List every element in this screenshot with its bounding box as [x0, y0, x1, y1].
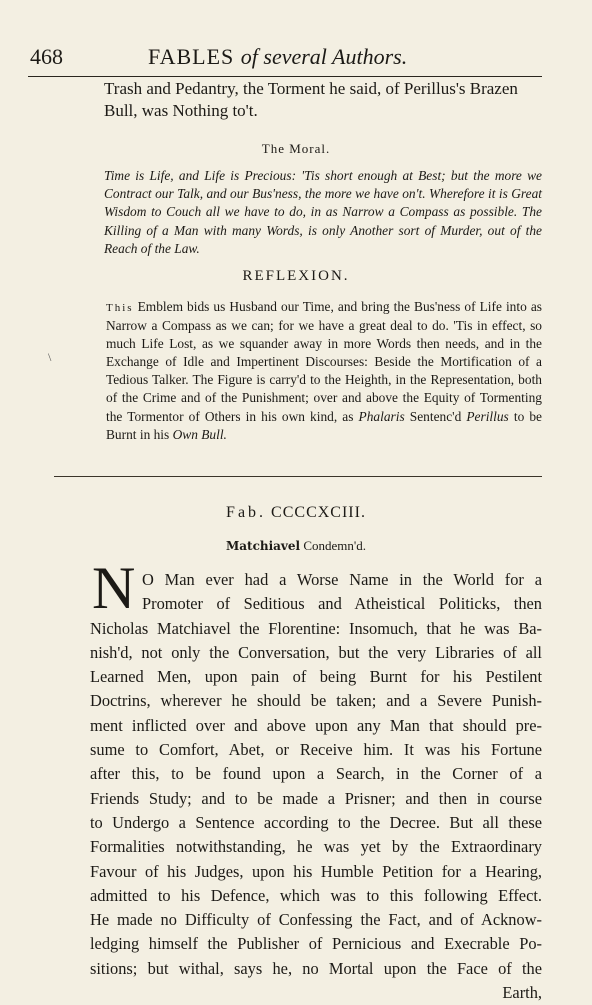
- reflexion-text-b: Sentenc'd: [404, 408, 467, 424]
- reflexion-name-perillus: Perillus: [466, 408, 509, 424]
- continued-text: [104, 78, 544, 122]
- reflexion-name-phalaris: Phalaris: [358, 408, 405, 424]
- moral-line: we Contract our Talk, and our Bus'ness, the more we have on't. Wherefore: [104, 168, 542, 202]
- running-title: [148, 44, 407, 70]
- body-line: Learned Men, upon pain of being Burnt for his Pestilent: [90, 667, 542, 687]
- moral-text: [104, 167, 542, 258]
- body-line: Friends Study; and to be made a Prisner; and then in course: [90, 788, 542, 808]
- moral-line: as possible. The Killing of a Man with many Words, is only Another: [104, 204, 542, 238]
- fable-prefix: Fab.: [226, 504, 267, 521]
- reflexion-text: [106, 298, 542, 444]
- moral-heading: The Moral.: [261, 141, 331, 156]
- body-line: to Undergo a Sentence according to the Decree. But all these: [90, 812, 542, 832]
- fable-title: [0, 538, 592, 554]
- page-number: 468: [30, 44, 63, 69]
- fable-title-blackletter: Matchiavel: [225, 539, 301, 553]
- body-line: Formalities notwithstanding, he was yet by the Extraordinary: [90, 837, 542, 857]
- body-line: nish'd, not only the Conversation, but the very Libraries of all: [90, 642, 542, 662]
- body-line: after this, to be found upon a Search, in the Corner of a: [90, 764, 542, 784]
- body-line: Promoter of Seditious and Atheistical Politicks, then: [142, 594, 542, 614]
- reflexion-text-c: to be Burnt in his: [106, 408, 543, 442]
- body-line: sitions; but withal, says he, no Mortal upon the Face of the: [90, 958, 542, 978]
- body-line-catchword: Earth,: [502, 983, 542, 1003]
- running-title-italic: of several Authors.: [240, 44, 408, 69]
- reflexion-heading: REFLEXION.: [242, 268, 350, 284]
- body-line: ment inflicted over and above upon any Man that should pre-: [90, 715, 542, 735]
- drop-cap: N: [92, 555, 134, 621]
- body-line: admitted to his Defence, which was to this following Effect.: [90, 885, 542, 905]
- continued-line-2: Bull, was Nothing to't.: [104, 101, 258, 120]
- body-line: O Man ever had a Worse Name in the World for a: [142, 570, 542, 589]
- fable-title-rest: Condemn'd.: [300, 538, 367, 553]
- fable-number-heading: [0, 504, 592, 522]
- body-line: Doctrins, wherever he should be taken; and a Severe Punish-: [90, 691, 542, 711]
- body-line: Nicholas Matchiavel the Florentine: Insomuch, that he was Ba-: [90, 618, 542, 638]
- header-rule: [28, 76, 542, 77]
- body-line: He made no Difficulty of Confessing the Fact, and of Acknow-: [90, 910, 542, 930]
- continued-line-1: Trash and Pedantry, the Torment he said, of Perillus's Brazen: [104, 79, 518, 98]
- body-line: ledging himself the Publisher of Pernicious and Execrable Po-: [90, 934, 542, 954]
- fable-number: CCCCXCIII.: [271, 504, 366, 521]
- reflexion-name-own-bull: Own Bull.: [172, 426, 227, 442]
- running-title-main: FABLES: [148, 44, 235, 69]
- margin-mark: \: [48, 350, 52, 364]
- body-line: Favour of his Judges, upon his Humble Petition for a Hearing,: [90, 861, 542, 881]
- reflexion-text-a: Emblem bids us Husband our Time, and bring the Bus'ness of Life into as Narrow a Compass as we can; for we have a great deal to do. 'Tis in effect, so much Life Lost, as we squander away in more Words then needs, and in the Exchange of Idle and Impertinent Discourses: Beside the Mortification of a Tedious Talker. The Figure is carry'd to the Heighth, in the Representation, both of the Crime and of the Punishment; over and above the Equity of Tormenting the Tormentor of Others in his own kind, as: [106, 299, 542, 424]
- moral-line: it is Great Wisdom to Couch all we have to do, in as Narrow a Compass: [104, 186, 543, 220]
- reflexion-first-word: This: [106, 302, 134, 314]
- moral-line: Time is Life, and Life is Precious: 'Tis short enough at Best; but the more: [104, 168, 522, 183]
- fable-body: [90, 568, 542, 1005]
- section-divider: [54, 476, 542, 477]
- body-line: sume to Comfort, Abet, or Receive him. It was his Fortune: [90, 740, 542, 760]
- moral-line: sort of Murder, out of the Reach of the Law.: [104, 222, 542, 256]
